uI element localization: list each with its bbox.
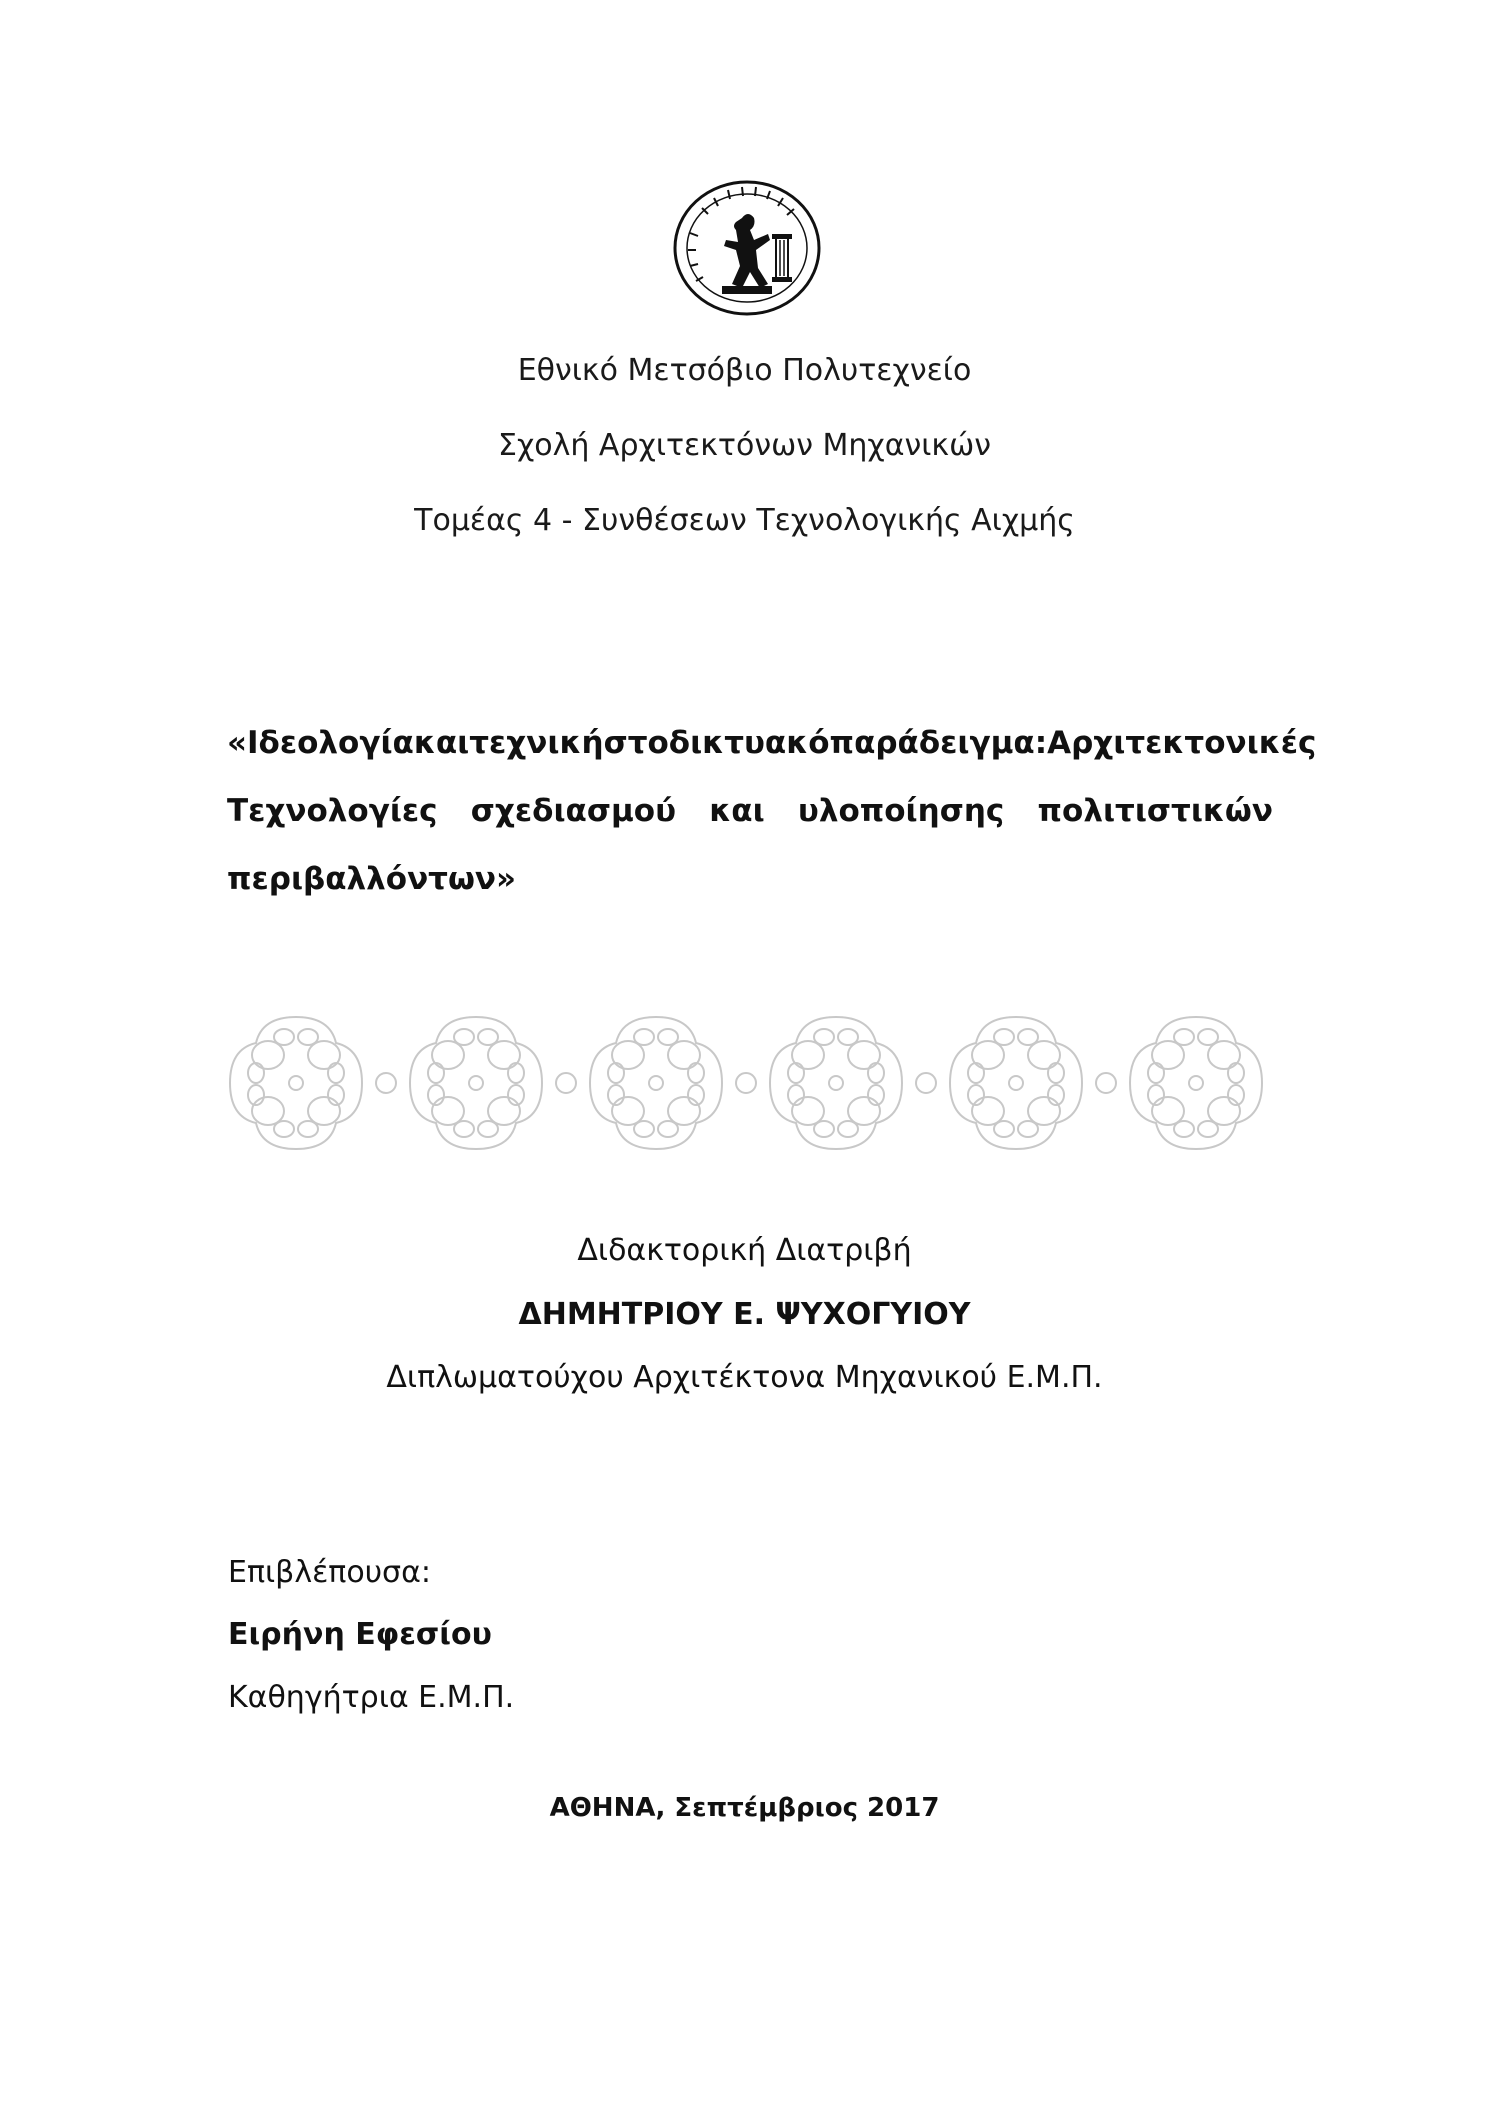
thesis-type: Διδακτορική Διατριβή	[577, 1233, 912, 1268]
title-word: και	[413, 725, 470, 761]
title-word: τεχνική	[469, 725, 604, 761]
author-name: ΔΗΜΗΤΡΙΟΥ Ε. ΨΥΧΟΓΥΙΟΥ	[518, 1297, 971, 1332]
title-word: στο	[603, 725, 669, 761]
title-word: Τεχνολογίες	[227, 793, 438, 829]
supervisor-name: Ειρήνη Εφεσίου	[228, 1617, 492, 1652]
title-word: «Ιδεολογία	[227, 725, 414, 761]
ntua-seal-icon	[672, 178, 822, 318]
supervisor-label: Επιβλέπουσα:	[228, 1555, 431, 1590]
title-line-3: περιβαλλόντων»	[227, 861, 517, 897]
title-word: και	[709, 793, 765, 829]
title-line-1	[227, 725, 1317, 761]
title-word: υλοποίησης	[797, 793, 1005, 829]
supervisor-title: Καθηγήτρια Ε.Μ.Π.	[228, 1680, 515, 1715]
sector-name: Τομέας 4 - Συνθέσεων Τεχνολογικής Αιχμής	[414, 503, 1075, 538]
place-date: ΑΘΗΝΑ, Σεπτέμβριος 2017	[549, 1793, 940, 1823]
title-word: πολιτιστικών	[1037, 793, 1273, 829]
lace-ornament-icon	[224, 1003, 1274, 1163]
title-word: Αρχιτεκτονικές	[1047, 725, 1317, 761]
title-word: παράδειγμα:	[829, 725, 1048, 761]
author-title: Διπλωματούχου Αρχιτέκτονα Μηχανικού Ε.Μ.Π.	[386, 1360, 1103, 1395]
title-word: σχεδιασμού	[470, 793, 677, 829]
institution-name: Εθνικό Μετσόβιο Πολυτεχνείο	[517, 353, 972, 388]
title-word: δικτυακό	[668, 725, 830, 761]
school-name: Σχολή Αρχιτεκτόνων Μηχανικών	[497, 428, 991, 463]
title-line-2	[227, 793, 1273, 829]
